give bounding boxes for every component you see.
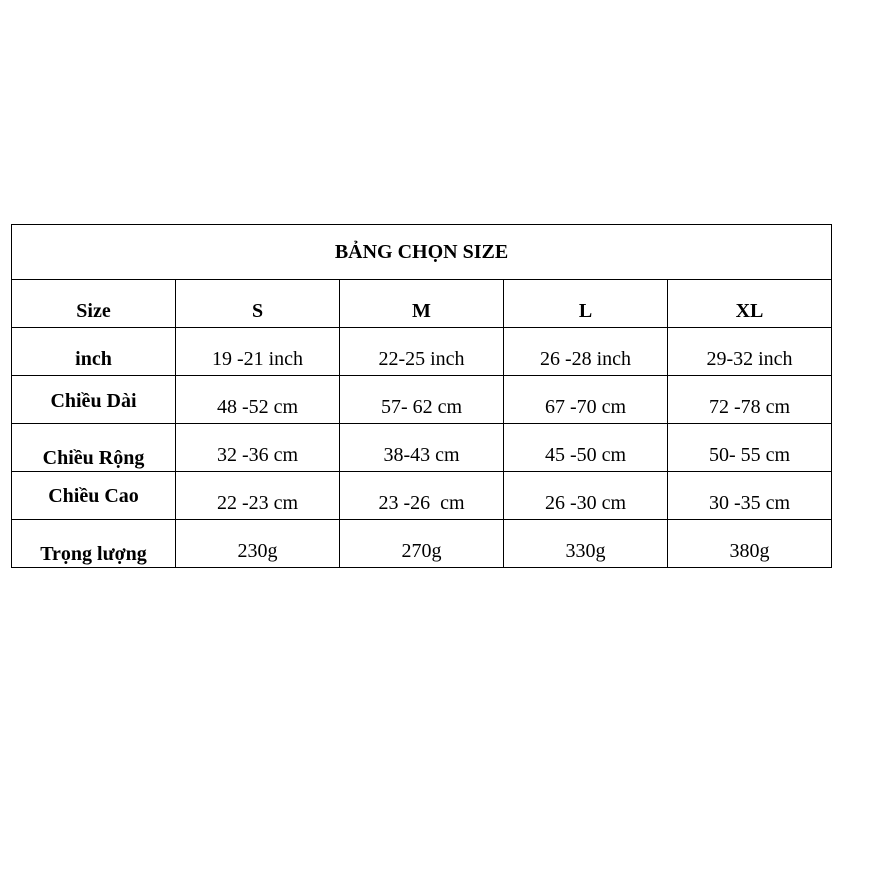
header-size-m: M [340, 280, 504, 328]
table-cell: 45 -50 cm [504, 424, 668, 472]
header-size-s: S [176, 280, 340, 328]
table-cell: 26 -30 cm [504, 472, 668, 520]
title-row [12, 225, 832, 280]
row-label-chieu-rong: Chiều Rộng [12, 424, 176, 472]
table-cell: 50- 55 cm [668, 424, 832, 472]
table-cell: 270g [340, 520, 504, 568]
table-row [12, 376, 832, 424]
row-label-inch: inch [12, 328, 176, 376]
table-cell: 230g [176, 520, 340, 568]
table-row [12, 424, 832, 472]
size-chart-table [11, 224, 832, 568]
table-row [12, 328, 832, 376]
table-cell: 30 -35 cm [668, 472, 832, 520]
header-row [12, 280, 832, 328]
table-cell: 330g [504, 520, 668, 568]
table-cell: 32 -36 cm [176, 424, 340, 472]
header-label-size: Size [12, 280, 176, 328]
table-cell: 22-25 inch [340, 328, 504, 376]
row-label-chieu-dai: Chiều Dài [12, 376, 176, 424]
table-cell: 22 -23 cm [176, 472, 340, 520]
table-cell: 29-32 inch [668, 328, 832, 376]
table-cell: 23 -26 cm [340, 472, 504, 520]
table-cell: 26 -28 inch [504, 328, 668, 376]
table-row [12, 472, 832, 520]
table-row [12, 520, 832, 568]
table-cell: 57- 62 cm [340, 376, 504, 424]
row-label-chieu-cao: Chiều Cao [12, 472, 176, 520]
header-size-l: L [504, 280, 668, 328]
table-cell: 67 -70 cm [504, 376, 668, 424]
table-cell: 48 -52 cm [176, 376, 340, 424]
table-cell: 72 -78 cm [668, 376, 832, 424]
table-cell: 380g [668, 520, 832, 568]
header-size-xl: XL [668, 280, 832, 328]
table-cell: 38-43 cm [340, 424, 504, 472]
table-title: BẢNG CHỌN SIZE [12, 225, 832, 280]
table-cell: 19 -21 inch [176, 328, 340, 376]
row-label-trong-luong: Trọng lượng [12, 520, 176, 568]
